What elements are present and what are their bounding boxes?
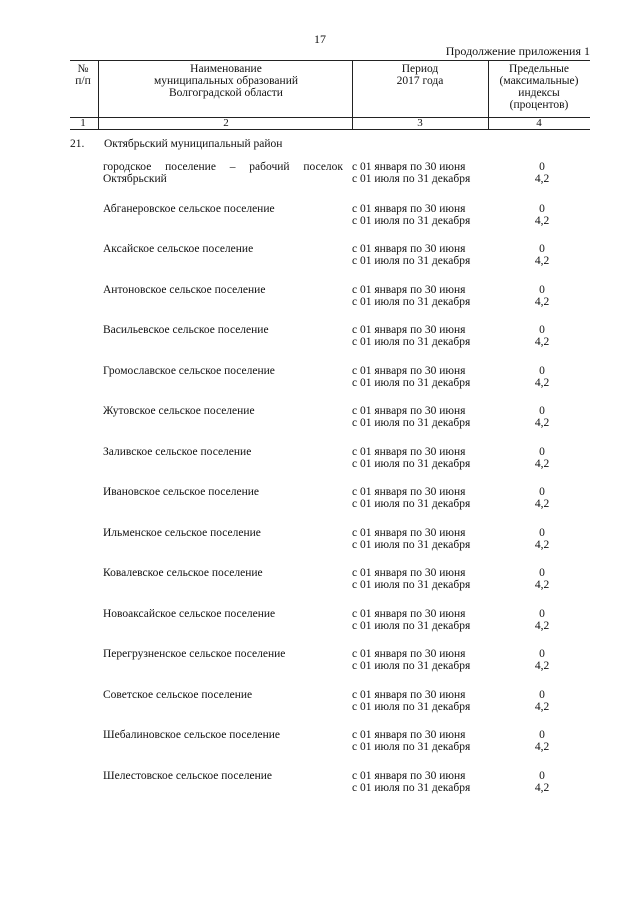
- period-line: с 01 января по 30 июня: [352, 446, 466, 458]
- index-value: 4,2: [534, 741, 550, 753]
- municipality-name: Шелестовское сельское поселение: [103, 770, 273, 782]
- table-row: [0, 405, 640, 435]
- table-row: [0, 243, 640, 273]
- municipality-name: Ильменское сельское поселение: [103, 527, 261, 539]
- period-cell: [352, 608, 502, 632]
- index-value: 0: [539, 446, 545, 458]
- municipality-name: Васильевское сельское поселение: [103, 324, 269, 336]
- index-value: 4,2: [534, 579, 550, 591]
- index-value: 0: [539, 486, 545, 498]
- index-cell: [520, 324, 564, 348]
- municipality-name: Новоаксайское сельское поселение: [103, 608, 276, 620]
- index-value: 0: [539, 608, 545, 620]
- municipality-name: Громославское сельское поселение: [103, 365, 275, 377]
- index-value: 4,2: [534, 498, 550, 510]
- index-value: 0: [539, 648, 545, 660]
- header-period-line: Период: [401, 63, 439, 75]
- table-row: [0, 365, 640, 395]
- page-number: 17: [314, 32, 326, 46]
- header-number-line: №: [77, 63, 89, 75]
- header-index-line: (процентов): [509, 99, 569, 111]
- header-index-line: индексы: [518, 87, 560, 99]
- municipality-name: Ивановское сельское поселение: [103, 486, 260, 498]
- period-line: с 01 июля по 31 декабря: [352, 579, 471, 591]
- period-line: с 01 января по 30 июня: [352, 405, 466, 417]
- table-row: [0, 608, 640, 638]
- district-heading: [70, 138, 282, 150]
- index-value: 0: [539, 284, 545, 296]
- column-number: 1: [80, 117, 86, 129]
- table-row: [0, 770, 640, 800]
- table-row: [0, 284, 640, 314]
- period-line: с 01 января по 30 июня: [352, 608, 466, 620]
- period-cell: [352, 689, 502, 713]
- period-line: с 01 июля по 31 декабря: [352, 215, 471, 227]
- index-value: 4,2: [534, 620, 550, 632]
- table-row: [0, 446, 640, 476]
- period-line: с 01 июля по 31 декабря: [352, 701, 471, 713]
- index-value: 4,2: [534, 296, 550, 308]
- municipality-name: Заливское сельское поселение: [103, 446, 252, 458]
- index-value: 0: [539, 567, 545, 579]
- table-row: [0, 203, 640, 233]
- period-line: с 01 июля по 31 декабря: [352, 173, 471, 185]
- period-line: с 01 июля по 31 декабря: [352, 377, 471, 389]
- municipality-name: Перегрузненское сельское поселение: [103, 648, 286, 660]
- period-line: с 01 января по 30 июня: [352, 365, 466, 377]
- column-number: 3: [417, 117, 423, 129]
- header-name-line: Волгоградской области: [169, 87, 283, 99]
- period-line: с 01 января по 30 июня: [352, 284, 466, 296]
- period-cell: [352, 284, 502, 308]
- municipality-name: Аксайское сельское поселение: [103, 243, 254, 255]
- index-value: 0: [539, 405, 545, 417]
- index-value: 4,2: [534, 215, 550, 227]
- index-value: 4,2: [534, 660, 550, 672]
- period-line: с 01 января по 30 июня: [352, 689, 466, 701]
- index-value: 4,2: [534, 701, 550, 713]
- table-row: [0, 486, 640, 516]
- header-index-line: Предельные: [509, 63, 569, 75]
- period-cell: [352, 486, 502, 510]
- header-name-cell: [100, 63, 352, 99]
- period-cell: [352, 405, 502, 429]
- index-value: 4,2: [534, 336, 550, 348]
- index-value: 0: [539, 729, 545, 741]
- index-value: 4,2: [534, 417, 550, 429]
- index-cell: [520, 446, 564, 470]
- period-cell: [352, 203, 502, 227]
- municipality-name: Абганеровское сельское поселение: [103, 203, 275, 215]
- index-value: 0: [539, 365, 545, 377]
- index-value: 0: [539, 243, 545, 255]
- period-line: с 01 июля по 31 декабря: [352, 336, 471, 348]
- column-divider: [488, 118, 489, 129]
- table-row: [0, 527, 640, 557]
- table-row: [0, 689, 640, 719]
- header-index-cell: [488, 63, 590, 111]
- header-period-cell: [352, 63, 488, 87]
- index-cell: [520, 365, 564, 389]
- municipality-name: Антоновское сельское поселение: [103, 284, 266, 296]
- period-line: с 01 января по 30 июня: [352, 648, 466, 660]
- index-value: 4,2: [534, 782, 550, 794]
- period-line: с 01 января по 30 июня: [352, 770, 466, 782]
- period-line: с 01 января по 30 июня: [352, 161, 466, 173]
- column-number: 2: [223, 117, 229, 129]
- index-cell: [520, 770, 564, 794]
- period-cell: [352, 365, 502, 389]
- municipality-name: Шебалиновское сельское поселение: [103, 729, 281, 741]
- index-value: 0: [539, 203, 545, 215]
- index-value: 4,2: [534, 458, 550, 470]
- period-line: с 01 июля по 31 декабря: [352, 255, 471, 267]
- index-cell: [520, 243, 564, 267]
- period-cell: [352, 729, 502, 753]
- index-cell: [520, 203, 564, 227]
- district-number: 21.: [70, 138, 85, 150]
- index-value: 0: [539, 770, 545, 782]
- header-name-line: муниципальных образований: [153, 75, 299, 87]
- column-divider: [98, 118, 99, 129]
- index-value: 0: [539, 161, 545, 173]
- column-divider: [98, 61, 99, 117]
- period-line: с 01 января по 30 июня: [352, 243, 466, 255]
- period-line: с 01 января по 30 июня: [352, 486, 466, 498]
- index-cell: [520, 405, 564, 429]
- header-number-line: п/п: [75, 75, 91, 87]
- period-line: с 01 июля по 31 декабря: [352, 296, 471, 308]
- table-row: [0, 648, 640, 678]
- index-value: 0: [539, 689, 545, 701]
- header-number-cell: [70, 63, 96, 87]
- index-value: 4,2: [534, 173, 550, 185]
- column-divider: [352, 61, 353, 117]
- header-row: [70, 60, 590, 118]
- table-header: [70, 60, 590, 130]
- index-cell: [520, 567, 564, 591]
- table-row: [0, 324, 640, 354]
- index-value: 4,2: [534, 255, 550, 267]
- period-line: с 01 июля по 31 декабря: [352, 458, 471, 470]
- period-cell: [352, 567, 502, 591]
- period-cell: [352, 161, 502, 185]
- table-row: [0, 729, 640, 759]
- period-line: с 01 июля по 31 декабря: [352, 539, 471, 551]
- index-cell: [520, 608, 564, 632]
- header-name-line: Наименование: [190, 63, 262, 75]
- index-cell: [520, 527, 564, 551]
- period-line: с 01 июля по 31 декабря: [352, 417, 471, 429]
- period-line: с 01 января по 30 июня: [352, 324, 466, 336]
- period-cell: [352, 446, 502, 470]
- index-value: 4,2: [534, 377, 550, 389]
- period-cell: [352, 324, 502, 348]
- period-line: с 01 июля по 31 декабря: [352, 498, 471, 510]
- district-name: Октябрьский муниципальный район: [104, 138, 283, 150]
- period-line: с 01 июля по 31 декабря: [352, 782, 471, 794]
- period-cell: [352, 527, 502, 551]
- continuation-label: Продолжение приложения 1: [445, 44, 590, 58]
- header-index-line: (максимальные): [499, 75, 579, 87]
- column-number: 4: [536, 117, 542, 129]
- column-divider: [352, 118, 353, 129]
- period-line: с 01 июля по 31 декабря: [352, 660, 471, 672]
- index-cell: [520, 486, 564, 510]
- index-value: 4,2: [534, 539, 550, 551]
- period-line: с 01 января по 30 июня: [352, 203, 466, 215]
- period-line: с 01 января по 30 июня: [352, 527, 466, 539]
- period-cell: [352, 243, 502, 267]
- index-cell: [520, 284, 564, 308]
- municipality-name: городское поселение – рабочий поселок Октябрьский: [103, 161, 343, 185]
- period-cell: [352, 770, 502, 794]
- column-number-row: [70, 118, 590, 130]
- index-cell: [520, 689, 564, 713]
- period-line: с 01 июля по 31 декабря: [352, 620, 471, 632]
- table-row: [0, 567, 640, 597]
- index-value: 0: [539, 527, 545, 539]
- period-line: с 01 января по 30 июня: [352, 567, 466, 579]
- index-cell: [520, 729, 564, 753]
- index-value: 0: [539, 324, 545, 336]
- municipality-name: Ковалевское сельское поселение: [103, 567, 263, 579]
- index-cell: [520, 648, 564, 672]
- column-divider: [488, 61, 489, 117]
- period-line: с 01 января по 30 июня: [352, 729, 466, 741]
- header-period-line: 2017 года: [396, 75, 444, 87]
- index-cell: [520, 161, 564, 185]
- municipality-name: Советское сельское поселение: [103, 689, 253, 701]
- period-line: с 01 июля по 31 декабря: [352, 741, 471, 753]
- municipality-name: Жутовское сельское поселение: [103, 405, 255, 417]
- period-cell: [352, 648, 502, 672]
- table-row: [0, 161, 640, 191]
